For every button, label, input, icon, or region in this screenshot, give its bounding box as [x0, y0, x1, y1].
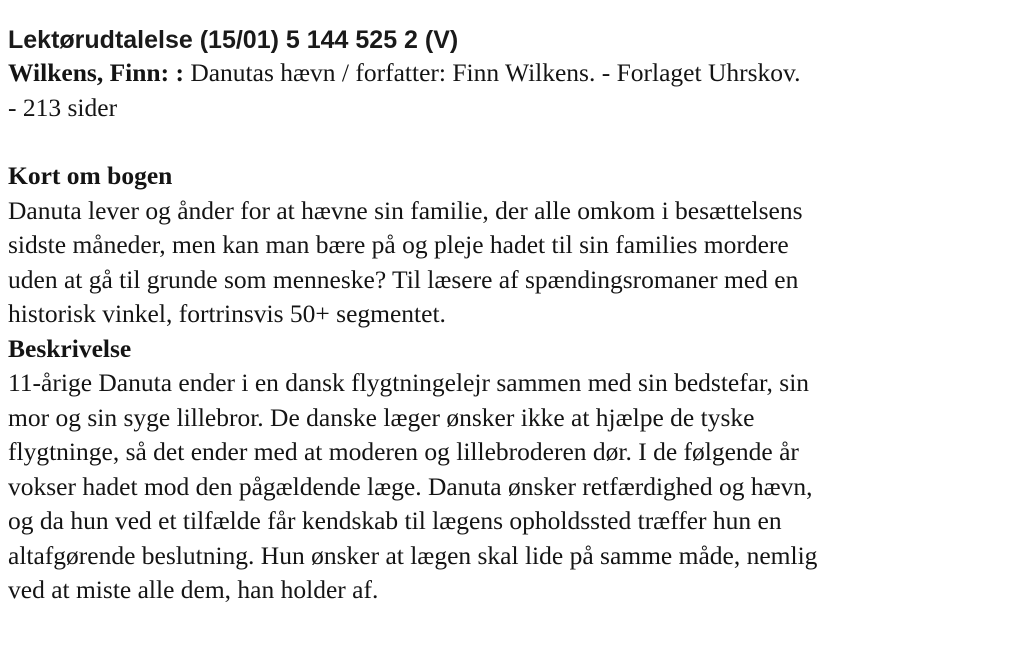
section-body-beskrivelse: [8, 366, 1018, 608]
section-title-beskrivelse: Beskrivelse: [8, 333, 132, 363]
citation-author: Wilkens, Finn: :: [8, 58, 184, 87]
text-line: flygtninge, så det ender med at moderen og lillebroderen dør. I de følgende år: [8, 437, 799, 466]
text-line: vokser hadet mod den pågældende læge. Danuta ønsker retfærdighed og hævn,: [8, 471, 813, 501]
bibliographic-citation: [8, 56, 1018, 125]
section-title-kort-om-bogen: Kort om bogen: [8, 161, 173, 190]
citation-line-2: - 213 sider: [8, 92, 118, 122]
citation-line-1: [8, 56, 1018, 91]
text-line: Danuta lever og ånder for at hævne sin familie, der alle omkom i besættelsens: [8, 195, 803, 225]
citation-details: Danutas hævn / forfatter: Finn Wilkens. - Forlaget Uhrskov.: [183, 58, 801, 87]
document-page: [8, 24, 1018, 608]
text-line: altafgørende beslutning. Hun ønsker at lægen skal lide på samme måde, nemlig: [8, 540, 818, 570]
text-line: mor og sin syge lillebror. De danske læger ønsker ikke at hjælpe de tyske: [8, 402, 755, 432]
text-line: og da hun ved et tilfælde får kendskab til lægens opholdssted træffer hun en: [8, 506, 782, 535]
section-body-kort-om-bogen: [8, 194, 1018, 332]
text-line: uden at gå til grunde som menneske? Til læsere af spændingsromaner med en: [8, 264, 799, 294]
text-line: 11-årige Danuta ender i en dansk flygtningelejr sammen med sin bedstefar, sin: [8, 368, 810, 397]
spacer: [8, 125, 1018, 159]
text-line: sidste måneder, men kan man bære på og pleje hadet til sin families mordere: [8, 230, 789, 259]
text-line: ved at miste alle dem, han holder af.: [8, 575, 379, 604]
text-line: historisk vinkel, fortrinsvis 50+ segmentet.: [8, 299, 446, 328]
document-header: Lektørudtalelse (15/01) 5 144 525 2 (V): [8, 26, 459, 54]
